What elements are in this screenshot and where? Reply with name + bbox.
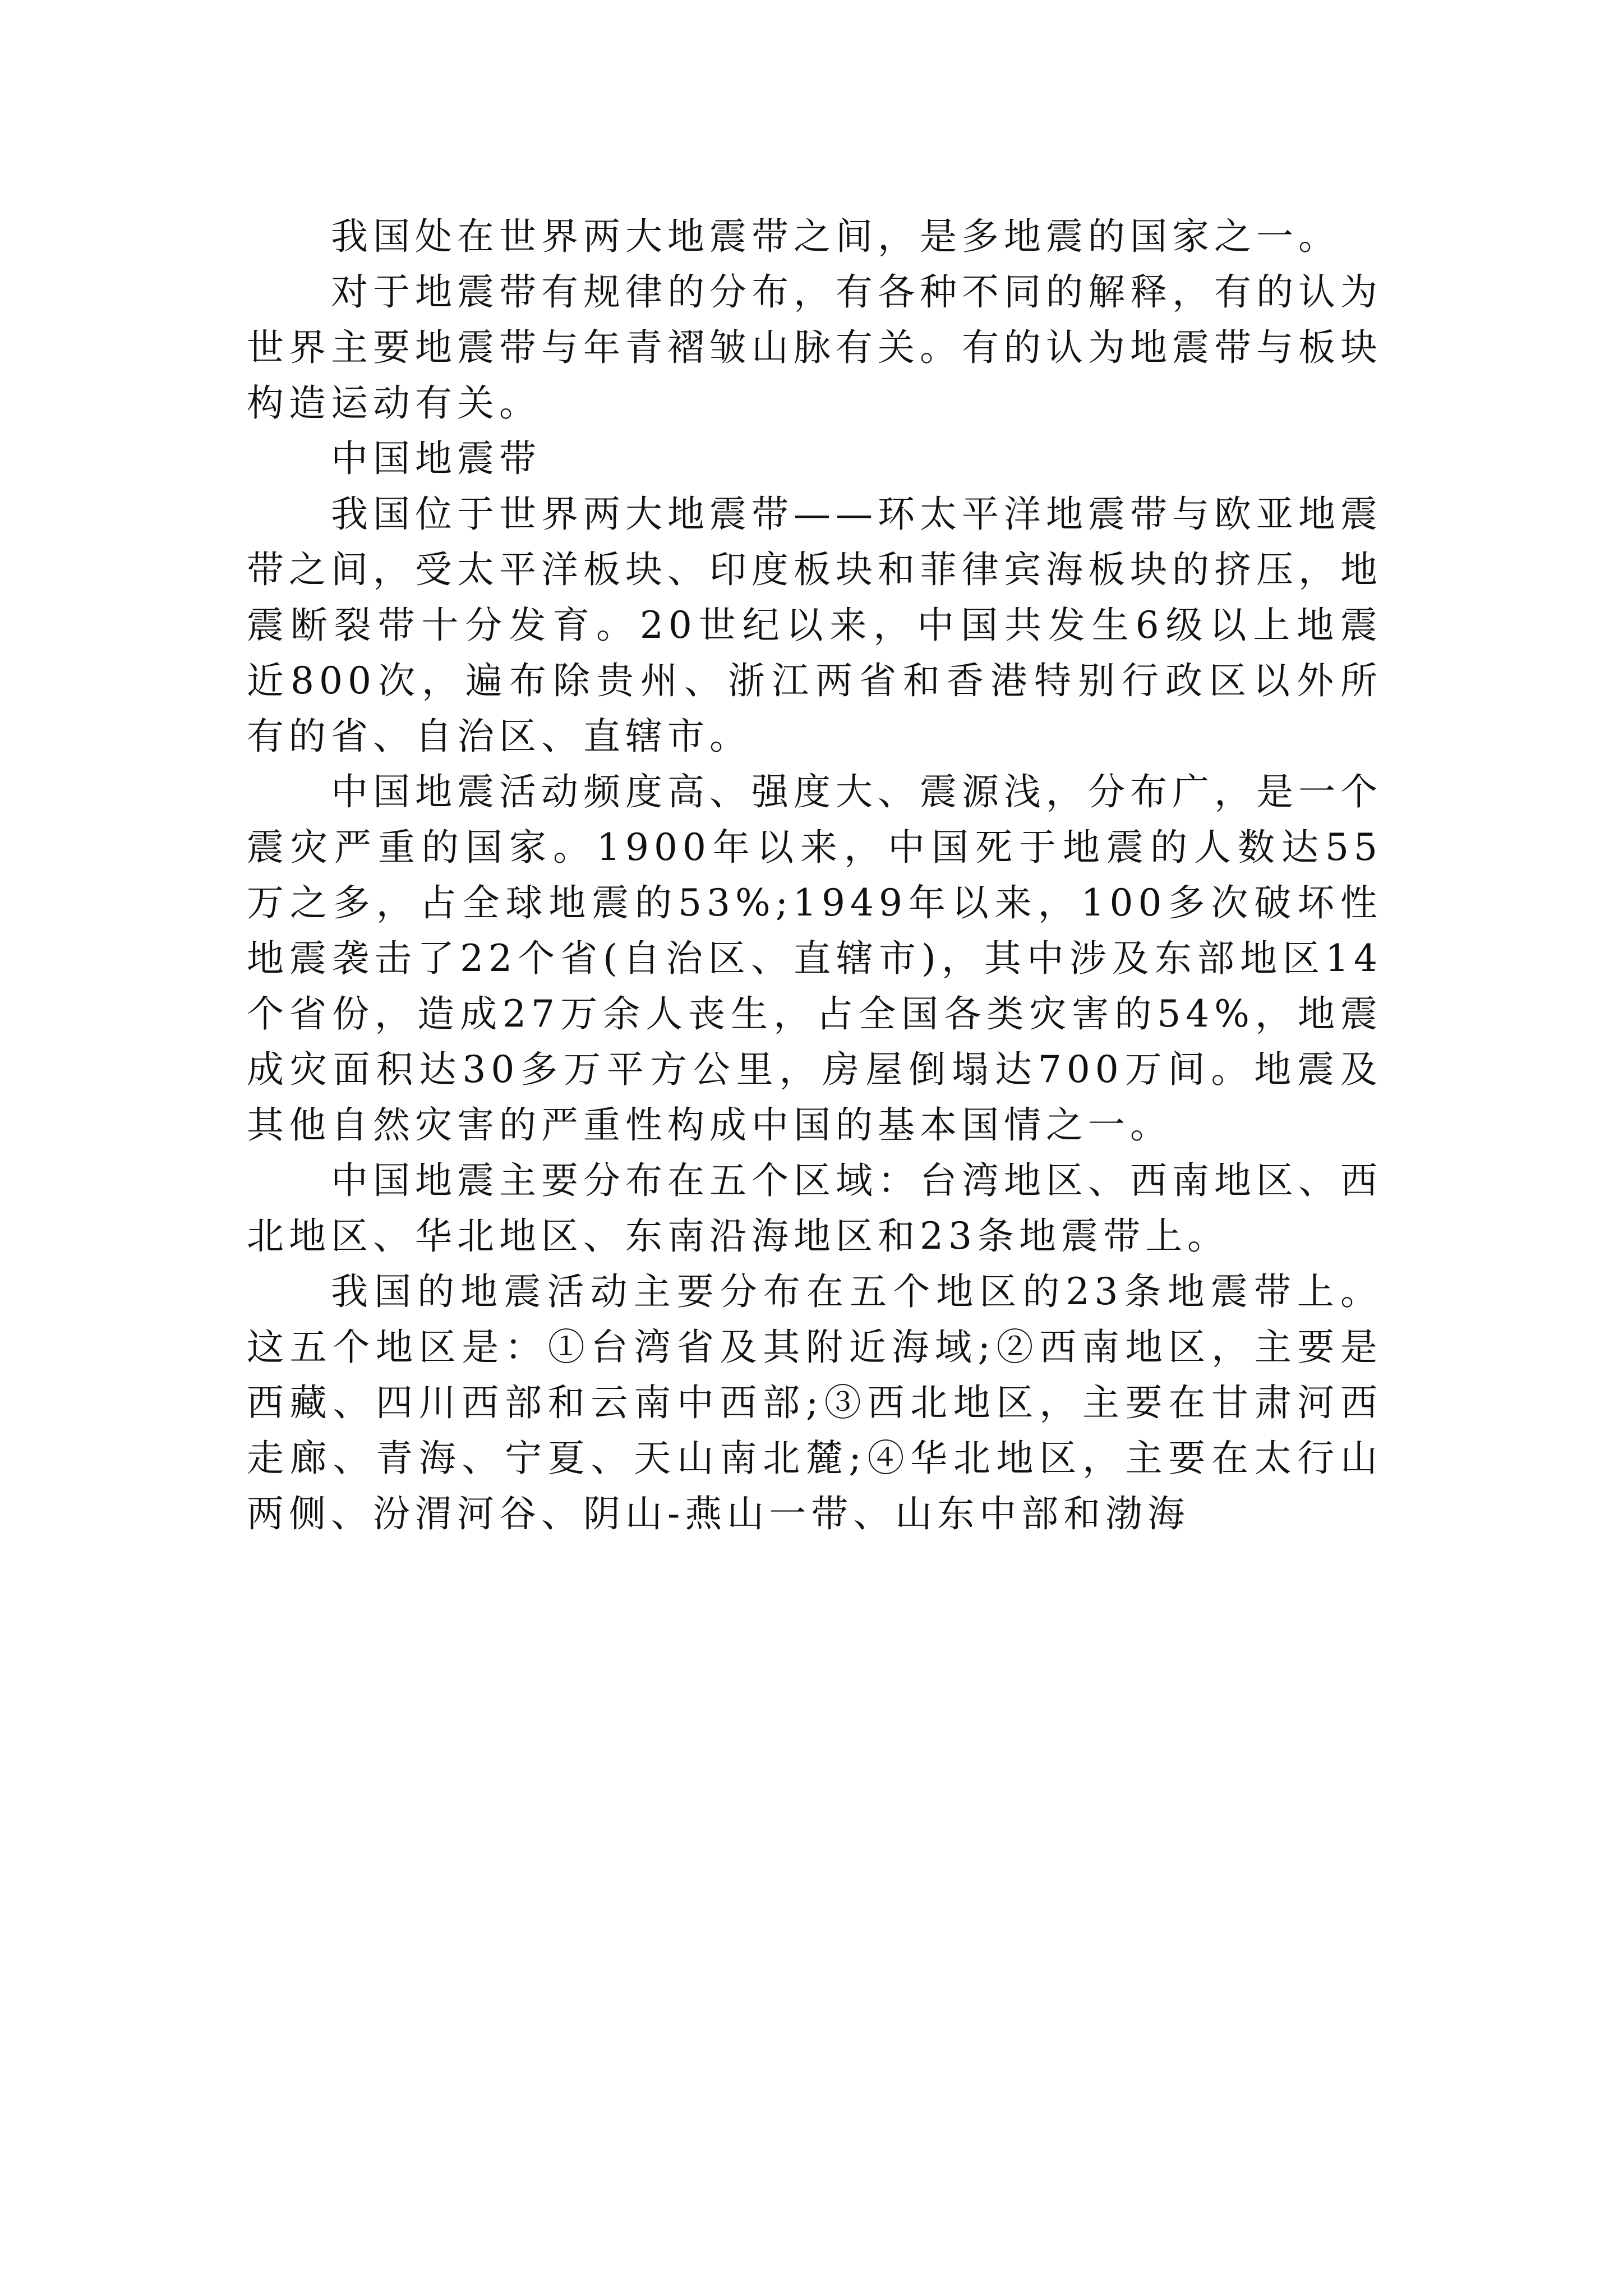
paragraph-region-details: 我国的地震活动主要分布在五个地区的23条地震带上。这五个地区是：①台湾省及其附近海域;②西南地区，主要是西藏、四川西部和云南中西部;③西北地区，主要在甘肃河西走廊、青海、宁夏、天山南北麓;④华北地区，主要在太行山两侧、汾渭河谷、阴山-燕山一带、山东中部和渤海 xyxy=(247,1270,1382,1535)
paragraph-intro: 我国处在世界两大地震带之间，是多地震的国家之一。 xyxy=(331,215,1340,258)
paragraph-explanations: 对于地震带有规律的分布，有各种不同的解释，有的认为世界主要地震带与年青褶皱山脉有关。有的认为地震带与板块构造运动有关。 xyxy=(247,270,1382,425)
section-heading-china-seismic-belts: 中国地震带 xyxy=(331,437,541,480)
paragraph-five-regions: 中国地震主要分布在五个区域：台湾地区、西南地区、西北地区、华北地区、东南沿海地区和23条地震带上。 xyxy=(247,1159,1382,1258)
document-body xyxy=(247,209,1382,1542)
paragraph-location: 我国位于世界两大地震带——环太平洋地震带与欧亚地震带之间，受太平洋板块、印度板块和菲律宾海板块的挤压，地震断裂带十分发育。20世纪以来，中国共发生6级以上地震近800次，遍布除贵州、浙江两省和香港特别行政区以外所有的省、自治区、直辖市。 xyxy=(247,493,1382,758)
paragraph-activity-stats: 中国地震活动频度高、强度大、震源浅，分布广，是一个震灾严重的国家。1900年以来，中国死于地震的人数达55万之多，占全球地震的53%;1949年以来，100多次破坏性地震袭击了22个省(自治区、直辖市)，其中涉及东部地区14个省份，造成27万余人丧生，占全国各类灾害的54%，地震成灾面积达30多万平方公里，房屋倒塌达700万间。地震及其他自然灾害的严重性构成中国的基本国情之一。 xyxy=(247,770,1382,1147)
